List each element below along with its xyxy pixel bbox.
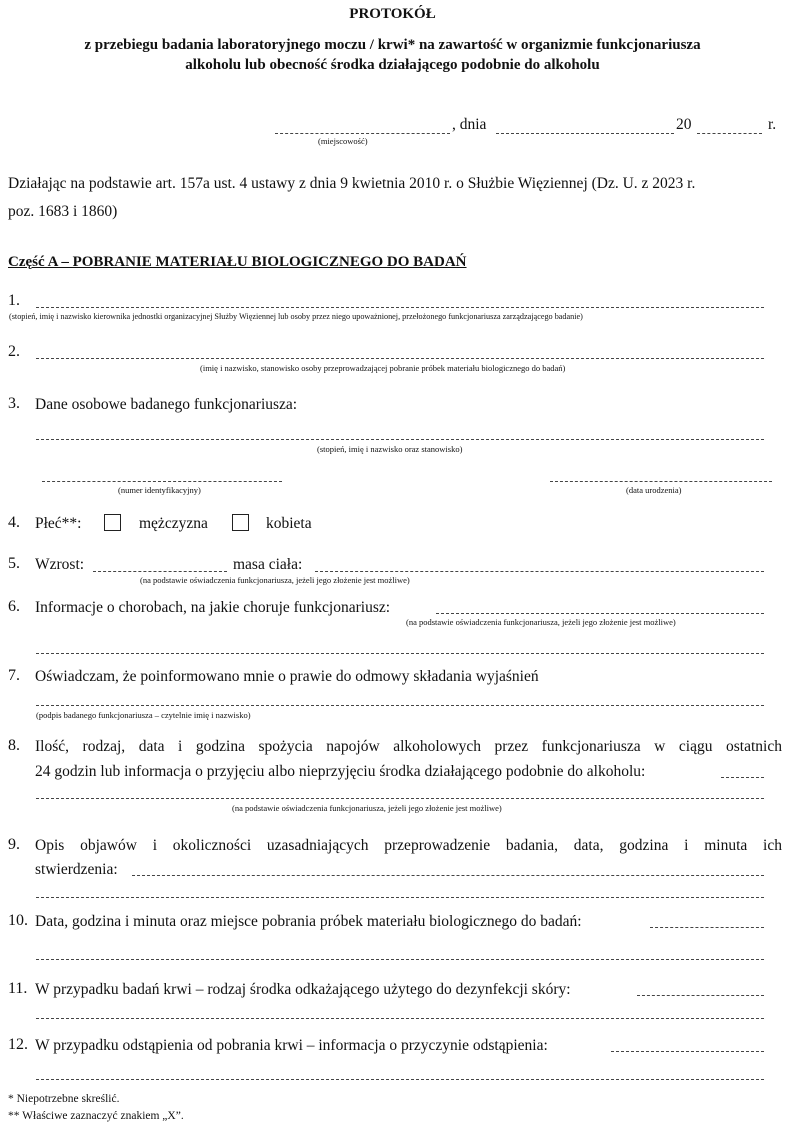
place-field[interactable] [275, 133, 450, 134]
item-10-label: Data, godzina i minuta oraz miejsce pobrania próbek materiału biologicznego do badań: [35, 913, 582, 930]
item-8-field-1[interactable] [721, 777, 764, 778]
item-6-label: Informacje o chorobach, na jakie choruje funkcjonariusz: [35, 599, 391, 616]
item-3-dob-field[interactable] [550, 481, 772, 482]
item-6-field-2[interactable] [36, 653, 764, 654]
place-caption: (miejscowość) [318, 136, 368, 146]
item-2-caption: (imię i nazwisko, stanowisko osoby przeprowadzającej pobranie próbek materiału biologicznego do badań) [200, 363, 566, 373]
male-label: mężczyzna [139, 515, 208, 532]
document-subtitle-line1: z przebiegu badania laboratoryjnego moczu / krwi* na zawartość w organizmie funkcjonariusza [84, 37, 701, 53]
item-7-caption: (podpis badanego funkcjonariusza – czytelnie imię i nazwisko) [36, 710, 251, 720]
item-5-height-label: Wzrost: [35, 556, 85, 573]
item-12-field-2[interactable] [36, 1079, 764, 1080]
item-8-field-2[interactable] [36, 798, 764, 799]
item-3-label: Dane osobowe badanego funkcjonariusza: [35, 396, 298, 413]
item-3-id-caption: (numer identyfikacyjny) [118, 485, 201, 495]
item-9-field-1[interactable] [132, 875, 764, 876]
item-12-field-1[interactable] [611, 1051, 764, 1052]
item-5-caption: (na podstawie oświadczenia funkcjonariusza, jeżeli jego złożenie jest możliwe) [140, 575, 410, 585]
legal-basis-line1: Działając na podstawie art. 157a ust. 4 ustawy z dnia 9 kwietnia 2010 r. o Służbie Więziennej (Dz. U. z 2023 r. [8, 175, 696, 192]
item-8-caption: (na podstawie oświadczenia funkcjonariusza, jeżeli jego złożenie jest możliwe) [232, 803, 502, 813]
item-12-number: 12. [8, 1036, 28, 1053]
item-1-number: 1. [8, 292, 20, 309]
item-7-label: Oświadczam, że poinformowano mnie o prawie do odmowy składania wyjaśnień [35, 668, 539, 685]
item-2-field[interactable] [36, 358, 764, 359]
height-field[interactable] [93, 571, 227, 572]
item-9-line2: stwierdzenia: [35, 861, 118, 878]
male-checkbox[interactable] [104, 514, 121, 531]
year-prefix: 20 [676, 116, 692, 133]
item-11-field-1[interactable] [637, 995, 764, 996]
item-4-number: 4. [8, 514, 20, 531]
year-field[interactable] [697, 133, 762, 134]
item-10-number: 10. [8, 912, 28, 929]
item-11-label: W przypadku badań krwi – rodzaj środka odkażającego użytego do dezynfekcji skóry: [35, 981, 571, 998]
item-7-number: 7. [8, 667, 20, 684]
r-label: r. [768, 116, 777, 133]
dnia-label: , dnia [452, 116, 487, 133]
document-subtitle-line2: alkoholu lub obecność środka działającego podobnie do alkoholu [185, 57, 600, 73]
female-checkbox[interactable] [232, 514, 249, 531]
item-8-number: 8. [8, 737, 20, 754]
item-3-id-field[interactable] [42, 481, 282, 482]
day-month-field[interactable] [496, 133, 674, 134]
item-4-label: Płeć**: [35, 515, 82, 532]
item-3-name-field[interactable] [36, 439, 764, 440]
footnote-1: * Niepotrzebne skreślić. [8, 1093, 120, 1105]
item-8-line2: 24 godzin lub informacja o przyjęciu albo nieprzyjęciu środka działającego podobnie do alkoholu: [35, 763, 646, 780]
item-11-number: 11. [8, 980, 28, 997]
item-9-field-2[interactable] [36, 897, 764, 898]
legal-basis-line2: poz. 1683 i 1860) [8, 203, 118, 220]
item-5-weight-label: masa ciała: [233, 556, 303, 573]
item-6-number: 6. [8, 598, 20, 615]
item-9-number: 9. [8, 836, 20, 853]
item-11-field-2[interactable] [36, 1018, 764, 1019]
item-6-field-1[interactable] [436, 613, 764, 614]
signature-field[interactable] [36, 705, 764, 706]
item-12-label: W przypadku odstąpienia od pobrania krwi – informacja o przyczynie odstąpienia: [35, 1037, 548, 1054]
item-9-line1: Opis objawów i okoliczności uzasadniających przeprowadzenie badania, data, godzina i minuta ich [35, 837, 782, 854]
item-10-field-1[interactable] [650, 927, 764, 928]
item-3-name-caption: (stopień, imię i nazwisko oraz stanowisko) [317, 444, 463, 454]
item-1-caption: (stopień, imię i nazwisko kierownika jednostki organizacyjnej Służby Więziennej lub osoby przez niego upoważnionej, przełożonego funkcjonariusza zarządzającego badanie) [9, 312, 583, 321]
document-title: PROTOKÓŁ [349, 6, 436, 22]
footnote-2: ** Właściwe zaznaczyć znakiem „X”. [8, 1110, 184, 1122]
item-2-number: 2. [8, 343, 20, 360]
weight-field[interactable] [315, 571, 764, 572]
section-a-heading: Część A – POBRANIE MATERIAŁU BIOLOGICZNEGO DO BADAŃ [8, 254, 467, 270]
female-label: kobieta [266, 515, 312, 532]
item-5-number: 5. [8, 555, 20, 572]
item-3-dob-caption: (data urodzenia) [626, 485, 682, 495]
item-6-caption: (na podstawie oświadczenia funkcjonariusza, jeżeli jego złożenie jest możliwe) [406, 617, 676, 627]
item-1-field[interactable] [36, 307, 764, 308]
item-10-field-2[interactable] [36, 959, 764, 960]
item-3-number: 3. [8, 395, 20, 412]
item-8-line1: Ilość, rodzaj, data i godzina spożycia napojów alkoholowych przez funkcjonariusza w ciągu ostatnich [35, 738, 782, 755]
